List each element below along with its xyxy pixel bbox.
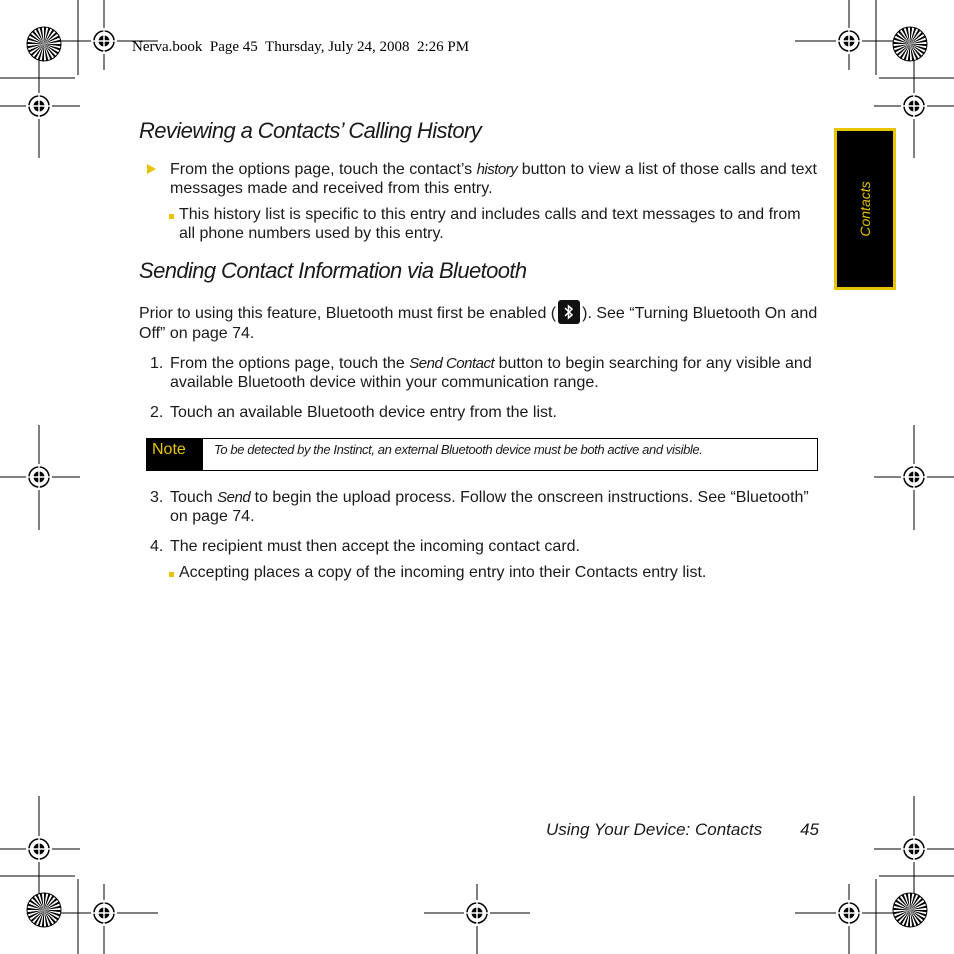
square-bullet-icon — [169, 214, 174, 219]
starburst-target-icon — [27, 893, 61, 927]
bullet-history-note: This history list is specific to this entry and includes calls and text messages to and from all phone numbers used by this entry. — [139, 205, 821, 243]
step-history: From the options page, touch the contact’s history button to view a list of those calls and text messages made and received from this entry. — [139, 160, 821, 198]
heading-bluetooth: Sending Contact Information via Bluetooth — [139, 258, 527, 283]
page-footer — [546, 820, 819, 840]
bluetooth-intro: Prior to using this feature, Bluetooth must first be enabled ( ). See “Turning Bluetooth On and Off” on page 74. — [139, 300, 821, 343]
note-box — [146, 438, 818, 471]
starburst-target-icon — [893, 893, 927, 927]
history-button-ref: history — [476, 161, 518, 178]
step-1: 1. From the options page, touch the Send Contact button to begin searching for any visible and available Bluetooth device within your communication range. — [150, 355, 812, 391]
square-bullet-icon — [169, 572, 174, 577]
note-text: To be detected by the Instinct, an external Bluetooth device must be both active and visible. — [214, 442, 703, 457]
section-side-tab — [834, 128, 896, 290]
note-label: Note — [146, 439, 203, 470]
bluetooth-icon — [558, 300, 580, 324]
step-3: 3. Touch Send to begin the upload process. Follow the onscreen instructions. See “Bluetooth” on page 74. — [150, 489, 809, 525]
side-tab-label: Contacts — [857, 181, 873, 237]
step-4: 4. The recipient must then accept the incoming contact card. — [150, 538, 580, 555]
send-contact-button-ref: Send Contact — [409, 355, 495, 372]
starburst-target-icon — [893, 27, 927, 61]
send-button-ref: Send — [217, 489, 251, 506]
step-2: 2. Touch an available Bluetooth device entry from the list. — [150, 404, 557, 421]
bullet-accept-note: Accepting places a copy of the incoming entry into their Contacts entry list. — [139, 563, 821, 582]
heading-calling-history: Reviewing a Contacts’ Calling History — [139, 118, 482, 143]
starburst-target-icon — [27, 27, 61, 61]
footer-title: Using Your Device: Contacts — [546, 820, 763, 839]
page-body — [139, 118, 821, 582]
print-slug: Nerva.book Page 45 Thursday, July 24, 2008 2:26 PM — [132, 39, 470, 55]
page-number: 45 — [800, 820, 819, 839]
arrow-bullet-icon — [147, 164, 156, 174]
